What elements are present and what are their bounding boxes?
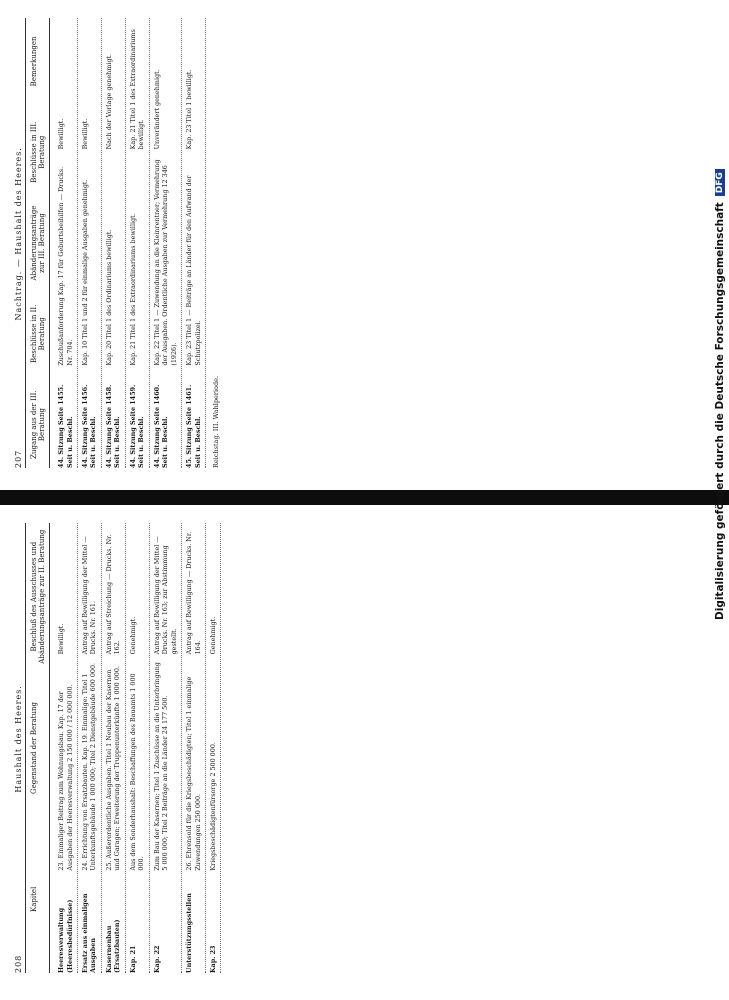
table-row [150,18,182,468]
cell: Unverändert genehmigt. [152,69,161,150]
cell: Nach der Vorlage genehmigt. [104,53,113,150]
table-row [182,523,206,973]
cell: 44. Sitzung Seite 1458. Seit u. Beschl. [104,384,122,468]
cell: Antrag auf Bewilligung — Drucks. Nr. 164. [185,531,202,655]
top-page [0,0,729,490]
cell: 45. Sitzung Seite 1461. Seit u. Beschl. [185,384,202,468]
column-header: Zugang aus der III. Beratung [30,390,47,459]
column-header: Beschluß des Ausschusses und Abänderungsanträge zur II. Beratung [30,529,47,664]
cell: 44. Sitzung Seite 1455. Seit u. Beschl. [57,384,74,468]
binding-gutter [0,490,729,505]
cell: Kap. 20 Titel 1 des Ordinariums bewilligt. [104,229,113,366]
cell: Kap. 22 [152,945,161,973]
running-head-title: Nachtrag. — Haushalt des Heeres. [14,147,23,321]
cell: Kap. 21 Titel 1 des Extraordinariums bewilligt. [128,29,146,150]
cell: Kap. 23 [208,945,217,973]
table-row [126,523,150,973]
column-header: Gegenstand der Beratung [30,702,38,794]
cell: Bewilligt. [81,118,89,150]
cell: Genehmigt. [128,616,137,655]
table-body [54,523,221,973]
cell: Kap. 10 Titel 1 und 2 für einmalige Ausgaben genehmigt. [81,179,89,366]
cell: 44. Sitzung Seite 1459. Seit u. Beschl. [128,384,146,468]
cell: 44. Sitzung Seite 1460. Seit u. Beschl. [152,384,170,468]
table-row [150,523,182,973]
digitization-stamp [713,10,727,620]
table-row [78,18,102,468]
bottom-page [0,505,729,995]
dfg-logo: DFG [715,169,725,196]
cell: Zum Bau der Kasernen; Titel 1 Zuschüsse an die Unterbringung 5 000 000; Titel 2 Beiträge an die Länder 24 177 500. [152,662,170,871]
cell: 24. Errichtung von Ersatzbauten. Kap. 19. Einmalige: Titel 1 Unterkunftsgebäude 1 000 000; Titel 2 Dienstgebäude 600 000. [81,662,98,871]
cell: Zuschußanforderung Kap. 17 für Geburtsbeihilfen — Drucks. Nr. 704. [57,166,74,366]
cell: Unterstützungsstellen [185,893,194,973]
cell: Kasernenbau (Ersatzbauten) [104,919,122,973]
table-body [54,18,206,468]
cell: Aus dem Sonderhaushalt: Beschaffungen des Bauamts 1 000 000. [128,673,146,871]
cell: 44. Sitzung Seite 1456. Seit u. Beschl. [81,384,98,468]
column-header: Bemerkungen [30,36,38,87]
cell: 26. Ehrensold für die Kriegsbeschädigten; Titel 1 einmalige Zuwendungen 250 000. [185,676,202,871]
cell: Antrag auf Bewilligung der Mittel — Drucks. Nr. 161. [81,536,98,655]
column-header: Beschlüsse in III. Beratung [30,121,47,183]
cell: Kap. 23 Titel 1 — Beiträge an Länder für den Aufwand der Schutzpolizei. [185,175,202,366]
cell: Kap. 21 Titel 1 des Extraordinariums bewilligt. [128,213,137,366]
page-number: 207 [14,449,23,468]
table-row [182,18,206,468]
column-headers [30,523,50,973]
cell: Kriegsbeschädigtenfürsorge 2 500 000. [208,742,217,871]
page-number: 208 [14,954,23,973]
table-row [206,523,221,973]
cell: Bewilligt. [57,118,66,150]
cell: Kap. 21 [128,945,137,973]
cell: Heeresverwaltung (Heeresbedürfnisse) [57,899,74,973]
cell: 23. Einmaliger Beitrag zum Wohnungsbau. Kap. 17 der Ausgaben der Heeresverwaltung 2 150 000 / 12 000 000. [57,684,74,871]
table-row [54,18,78,468]
cell: 25. Außerordentliche Ausgaben. Titel 1 Neubau der Kasernen und Garagen; Erweiterung der Truppenunterkünfte 1 000 000. [104,666,122,871]
cell: Bewilligt. [57,623,66,655]
cell: Kap. 23 Titel 1 bewilligt. [185,69,194,150]
running-head [14,18,26,468]
cell: Ersatz aus einmaligen Ausgaben [81,893,98,973]
running-head-title: Haushalt des Heeres. [14,685,23,793]
column-header: Abänderungsanträge zur III. Beratung [30,205,47,281]
column-header: Kapitel [30,886,38,912]
table-row [102,523,126,973]
table-row [126,18,150,468]
table-row [102,18,126,468]
table-row [78,523,102,973]
cell: Genehmigt. [208,616,217,655]
running-head [14,523,26,973]
column-headers [30,18,50,468]
cell: Antrag auf Bewilligung der Mittel — Drucks. Nr. 163; zur Abstimmung gestellt. [152,536,178,655]
stamp-text: Digitalisierung gefördert durch die Deutsche Forschungsgemeinschaft [714,202,726,620]
cell: Kap. 22 Titel 1 — Zuwendung an die Kleinrentner; Vermehrung der Ausgaben. Ordentliche Ausgaben zur Vermehrung 12 346 (1926). [152,159,178,366]
table-row [54,523,78,973]
cell: Antrag auf Streichung — Drucks. Nr. 162. [104,534,122,655]
column-header: Beschlüsse in II. Beratung [30,304,47,363]
page-footer: Reichstag. III. Wahlperiode. [211,375,220,468]
